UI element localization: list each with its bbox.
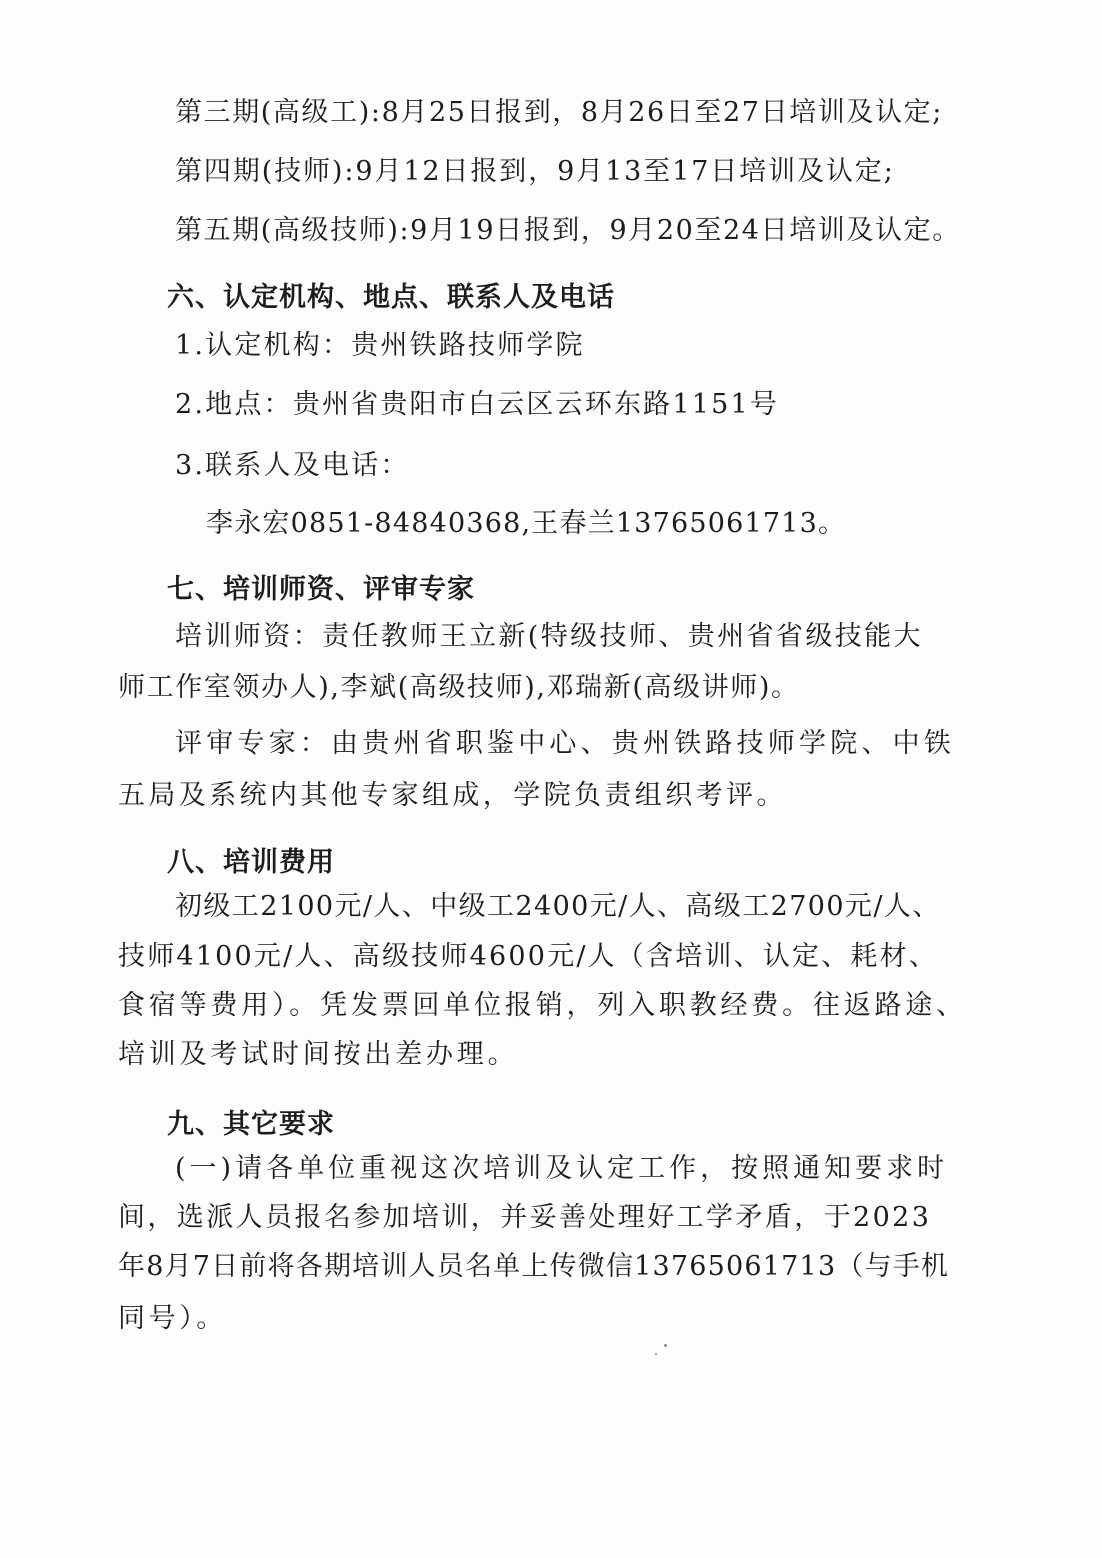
section6-item3: 3.联系人及电话：: [175, 450, 410, 481]
scan-speck: [664, 1344, 667, 1347]
section6-contacts: 李永宏0851-84840368,王春兰13765061713。: [206, 508, 847, 539]
section7-trainers-line1: 培训师资：责任教师王立新(特级技师、贵州省省级技能大: [175, 621, 923, 652]
section8-line3: 食宿等费用）。凭发票回单位报销，列入职教经费。往返路途、: [118, 990, 967, 1021]
section8-heading: 八、培训费用: [167, 847, 335, 878]
section6-heading: 六、认定机构、地点、联系人及电话: [167, 282, 615, 313]
section8-line4: 培训及考试时间按出差办理。: [118, 1039, 519, 1070]
section7-heading: 七、培训师资、评审专家: [167, 574, 475, 605]
section9-line1: (一)请各单位重视这次培训及认定工作，按照通知要求时: [175, 1153, 949, 1184]
section9-line4: 同号）。: [118, 1303, 227, 1334]
section6-item2: 2.地点：贵州省贵阳市白云区云环东路1151号: [175, 389, 780, 420]
section9-heading: 九、其它要求: [167, 1109, 335, 1140]
section9-line2: 间，选派人员报名参加培训，并妥善处理好工学矛盾，于2023: [118, 1202, 932, 1233]
schedule-line-3: 第三期(高级工):8月25日报到，8月26日至27日培训及认定;: [175, 97, 943, 128]
schedule-line-4: 第四期(技师):9月12日报到，9月13至17日培训及认定;: [175, 156, 895, 187]
section7-experts-line1: 评审专家：由贵州省职鉴中心、贵州铁路技师学院、中铁: [175, 728, 955, 759]
scan-speck: [655, 1353, 657, 1355]
section9-line3: 年8月7日前将各期培训人员名单上传微信13765061713（与手机: [118, 1251, 950, 1282]
section8-line2: 技师4100元/人、高级技师4600元/人（含培训、认定、耗材、: [118, 941, 939, 972]
section6-item1: 1.认定机构：贵州铁路技师学院: [175, 330, 585, 361]
section7-trainers-line2: 师工作室领办人),李斌(高级技师),邓瑞新(高级讲师)。: [118, 672, 800, 703]
schedule-line-5: 第五期(高级技师):9月19日报到，9月20至24日培训及认定。: [175, 215, 961, 246]
section7-experts-line2: 五局及系统内其他专家组成，学院负责组织考评。: [118, 780, 787, 811]
section8-line1: 初级工2100元/人、中级工2400元/人、高级工2700元/人、: [175, 891, 941, 922]
